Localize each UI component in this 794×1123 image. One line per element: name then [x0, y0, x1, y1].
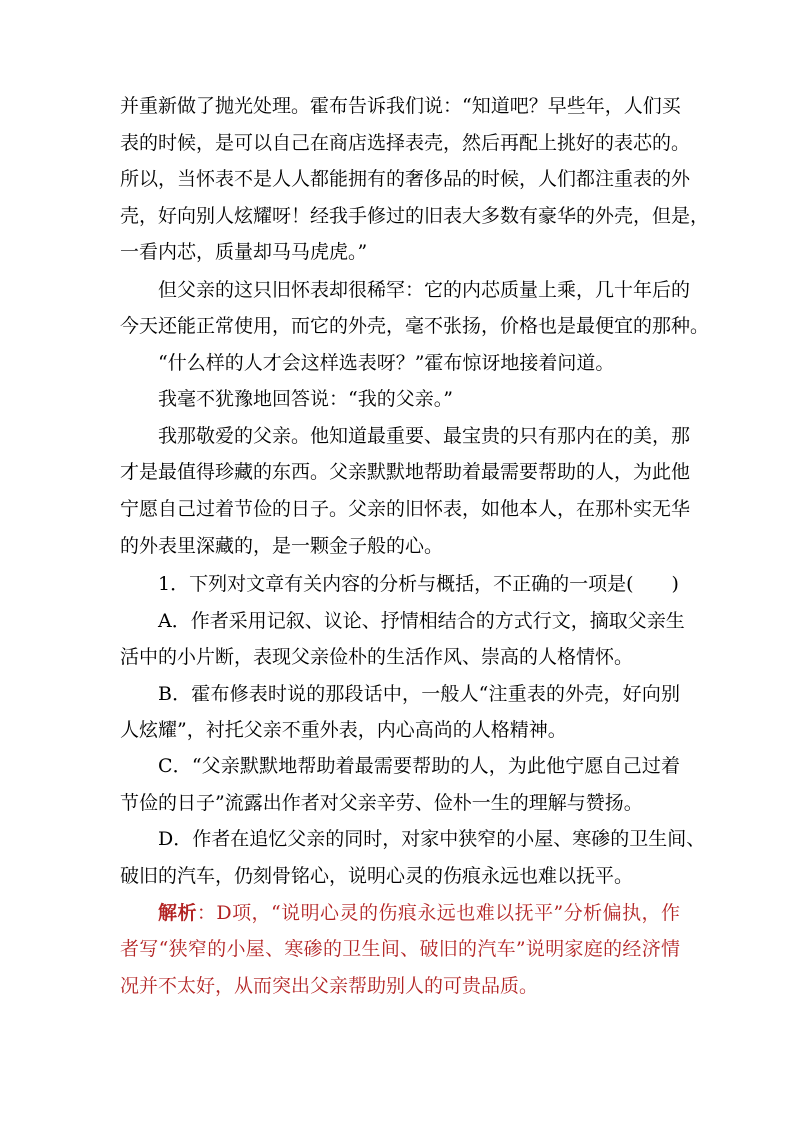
option-d-line-1: D．作者在追忆父亲的同时，对家中狭窄的小屋、寒碜的卫生间、	[158, 828, 706, 850]
story-line: 的外表里深藏的，是一颗金子般的心。	[120, 535, 444, 557]
story-line: 并重新做了抛光处理。霍布告诉我们说：“知道吧？早些年，人们买	[120, 95, 681, 117]
story-line: 我毫不犹豫地回答说：“我的父亲。”	[158, 388, 453, 410]
story-line: 宁愿自己过着节俭的日子。父亲的旧怀表，如他本人，在那朴实无华	[120, 498, 691, 520]
option-a-line-1: A．作者采用记叙、议论、抒情相结合的方式行文，摘取父亲生	[158, 610, 685, 632]
option-b-line-2: 人炫耀”，衬托父亲不重外表，内心高尚的人格精神。	[120, 719, 567, 741]
option-c-line-1: C．“父亲默默地帮助着最需要帮助的人，为此他宁愿自己过着	[158, 755, 680, 777]
story-line: 才是最值得珍藏的东西。父亲默默地帮助着最需要帮助的人，为此他	[120, 461, 691, 483]
story-line: 表的时候，是可以自己在商店选择表壳，然后再配上挑好的表芯的。	[120, 132, 691, 154]
story-line: 我那敬爱的父亲。他知道最重要、最宝贵的只有那内在的美，那	[158, 425, 691, 447]
story-line: 但父亲的这只旧怀表却很稀罕：它的内芯质量上乘，几十年后的	[158, 279, 691, 301]
story-line: 所以，当怀表不是人人都能拥有的奢侈品的时候，人们都注重表的外	[120, 168, 691, 190]
analysis-line-3: 况并不太好，从而突出父亲帮助别人的可贵品质。	[120, 975, 539, 997]
option-d-line-2: 破旧的汽车，仍刻骨铭心，说明心灵的伤痕永远也难以抚平。	[120, 865, 634, 887]
option-b-line-1: B．霍布修表时说的那段话中，一般人“注重表的外壳，好向别	[158, 683, 680, 705]
story-line: 壳，好向别人炫耀呀！经我手修过的旧表大多数有豪华的外壳，但是，	[120, 205, 710, 227]
option-a-line-2: 活中的小片断，表现父亲俭朴的生活作风、崇高的人格情怀。	[120, 646, 634, 668]
question-stem: 1．下列对文章有关内容的分析与概括，不正确的一项是( )	[158, 573, 679, 595]
story-line: 一看内芯，质量却马马虎虎。”	[120, 241, 368, 263]
analysis-line-2: 者写“狭窄的小屋、寒碜的卫生间、破旧的汽车”说明家庭的经济情	[120, 938, 680, 960]
analysis-label: 解析	[158, 902, 197, 924]
analysis-text: ：D项，“说明心灵的伤痕永远也难以抚平”分析偏执，作	[196, 902, 680, 924]
option-c-line-2: 节俭的日子”流露出作者对父亲辛劳、俭朴一生的理解与赞扬。	[120, 792, 643, 814]
analysis-line-1	[158, 895, 680, 931]
story-line: 今天还能正常使用，而它的外壳，毫不张扬，价格也是最便宜的那种。	[120, 315, 710, 337]
story-line: “什么样的人才会这样选表呀？”霍布惊讶地接着问道。	[158, 352, 615, 374]
